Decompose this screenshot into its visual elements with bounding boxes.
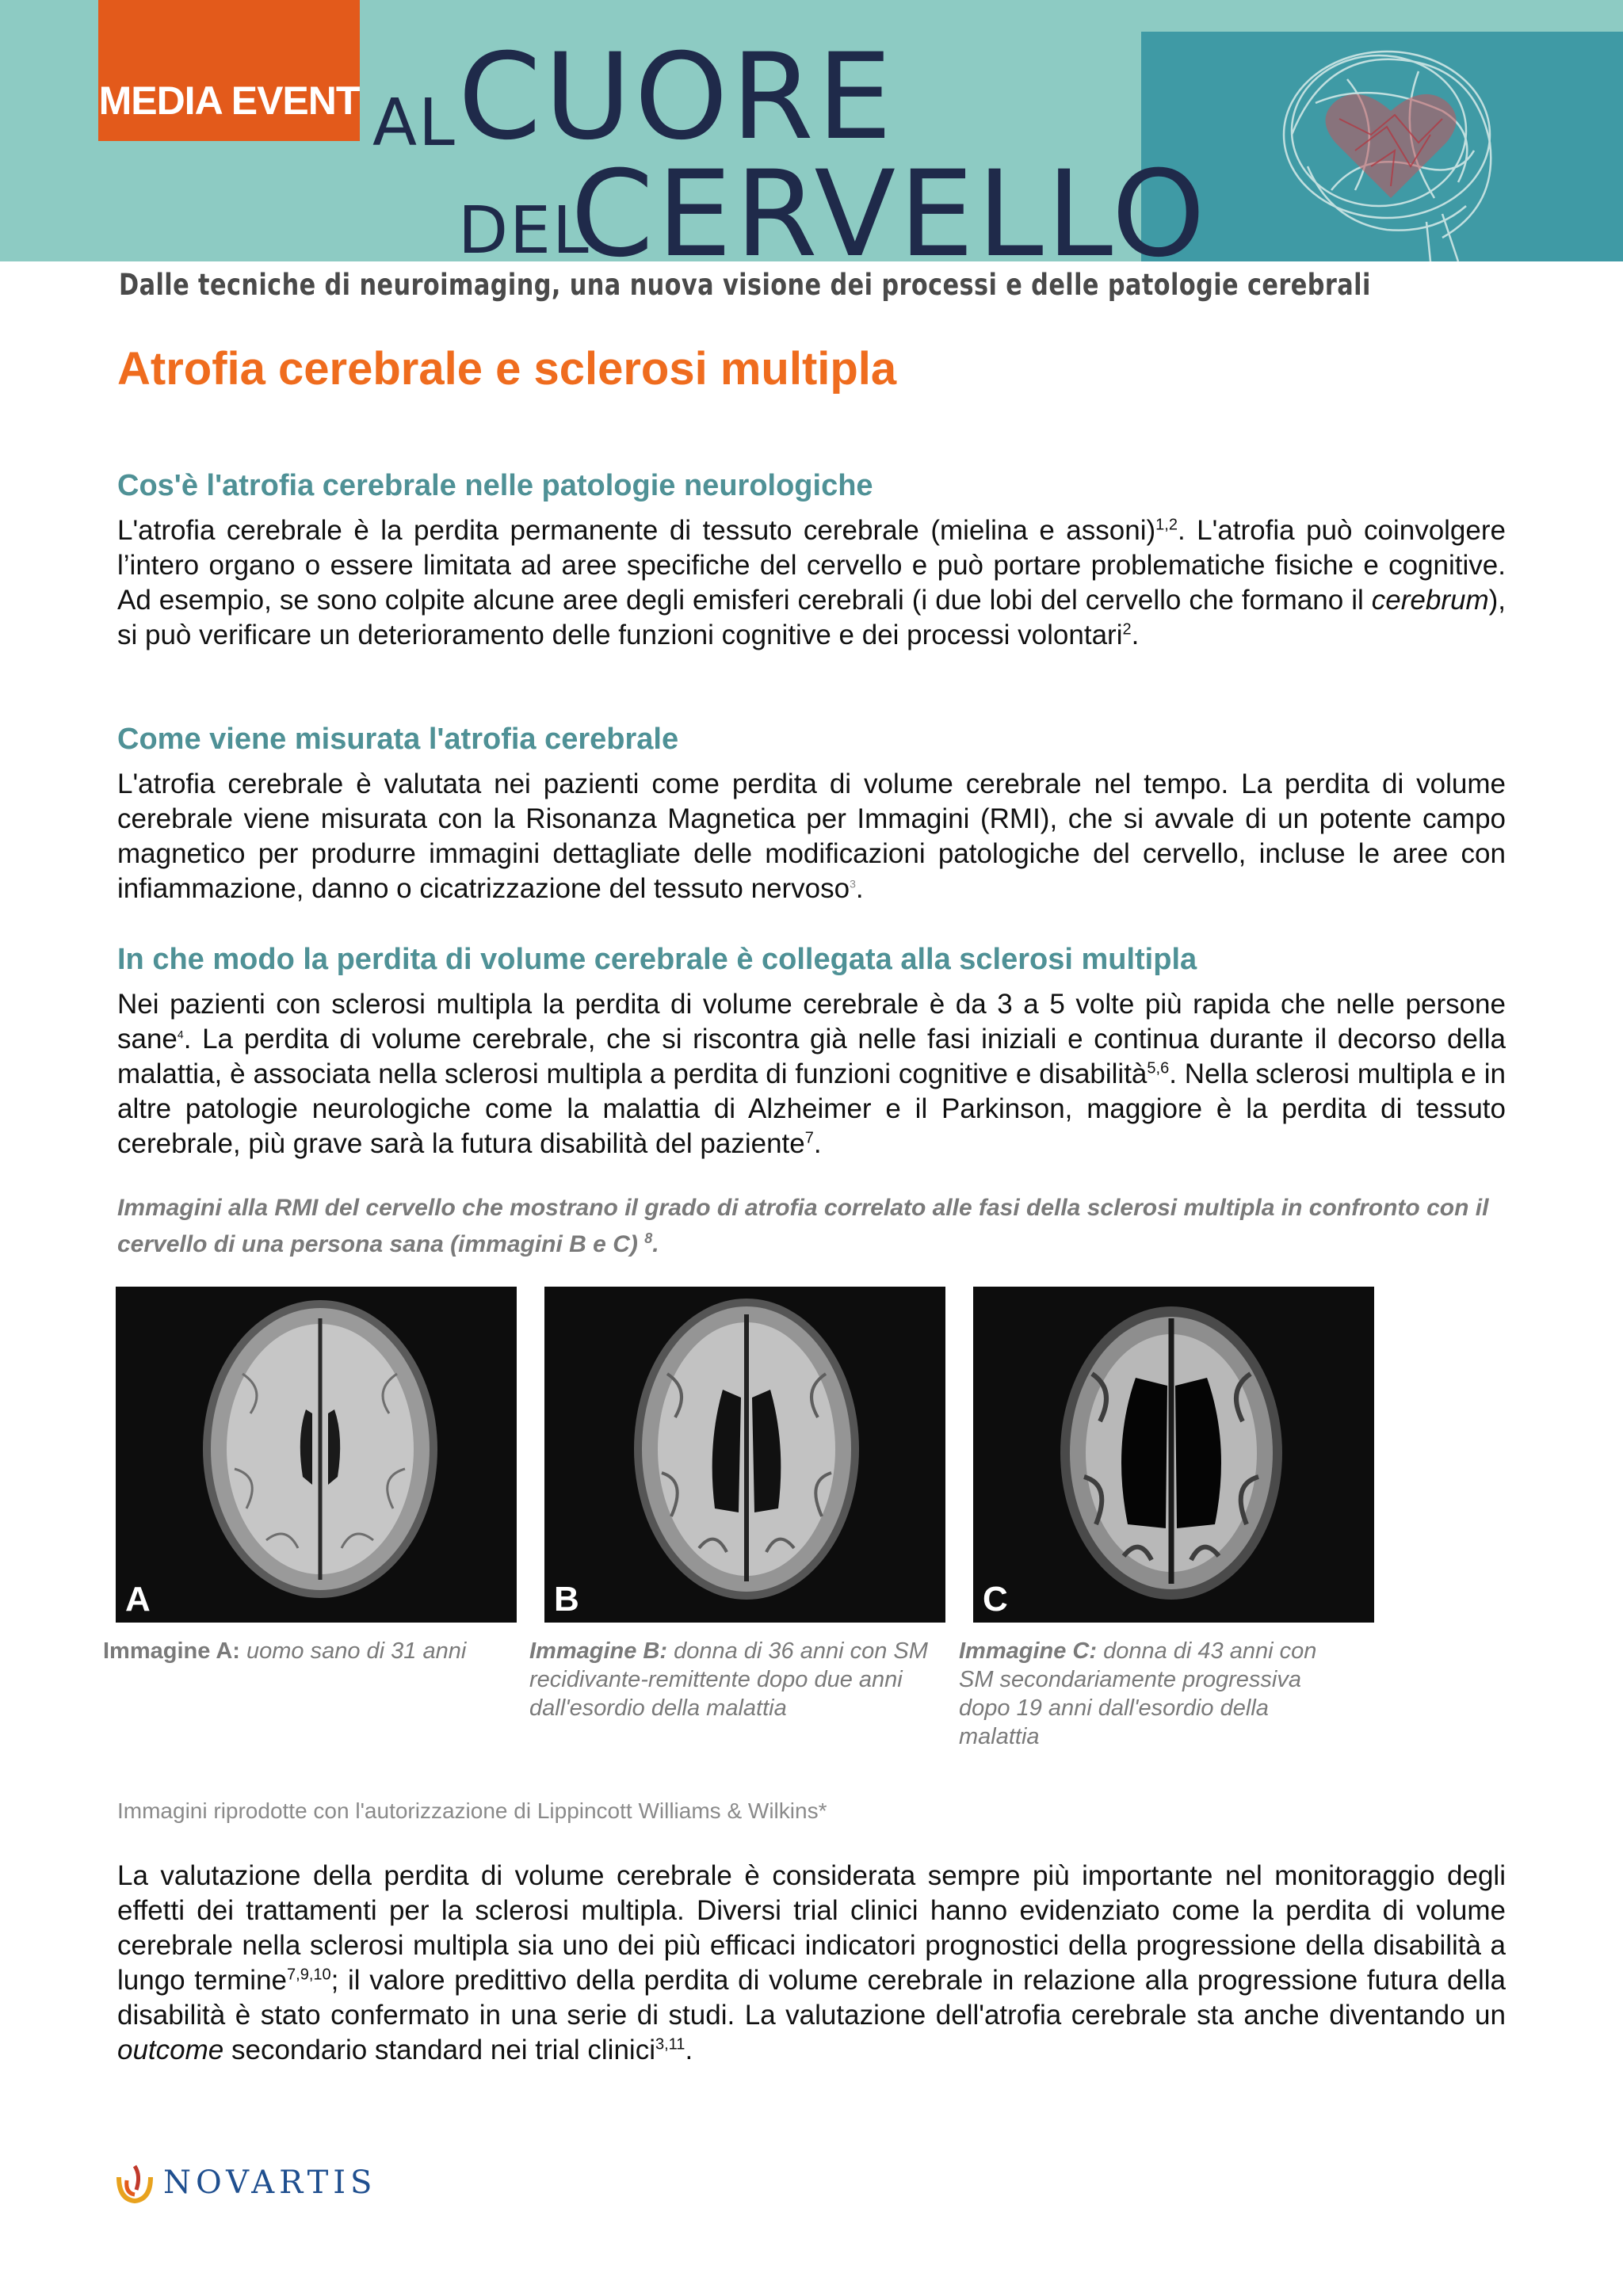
caption-label: Immagine A: [103,1638,240,1664]
text-run: . [855,873,864,904]
image-caption-c [959,1637,1355,1751]
footnote-ref: 5,6 [1147,1059,1170,1077]
header-banner [0,0,1623,261]
brain-scan-c [973,1287,1374,1623]
header-title-cuore: CUORE [458,29,896,166]
mri-image-b [544,1287,945,1623]
footnote-ref: 7 [804,1129,814,1147]
media-event-badge: MEDIA EVENT [98,0,360,141]
footnote-ref: 1,2 [1155,516,1178,534]
novartis-logo-text: NOVARTIS [163,2164,377,2201]
footnote-ref: 2 [1122,620,1132,639]
figure-caption [117,1193,1506,1260]
text-run: Nei pazienti con sclerosi multipla la perdita di volume cerebrale è da 3 a 5 volte più rapida che nelle persone sane [117,989,1506,1055]
brain-scan-a [116,1287,517,1623]
caption-label: Immagine B: [529,1638,668,1664]
brain-scan-b [544,1287,945,1623]
text-emphasis: cerebrum [1371,585,1489,616]
header-title-al: AL [372,86,456,161]
footnote-ref: 3,11 [655,2035,685,2054]
text-run: secondario standard nei trial clinici [223,2035,655,2065]
image-credit: Immagini riprodotte con l'autorizzazione di Lippincott Williams & Wilkins* [117,1798,827,1823]
footnote-ref: 4 [177,1028,184,1041]
section-heading-1: Cos'è l'atrofia cerebrale nelle patologie neurologiche [117,469,873,502]
text-run: . La perdita di volume cerebrale, che si riscontra già nelle fasi iniziali e continua durante il decorso della malattia, è associata nella sclerosi multipla a perdita di funzioni cognitive e disabilità [117,1024,1506,1089]
text-run: La valutazione della perdita di volume cerebrale è considerata sempre più importante nel monitoraggio degli effetti dei trattamenti per la sclerosi multipla. Diversi trial clinici hanno evidenziato come la perdita di volume cerebrale nella sclerosi multipla sia uno dei più efficaci indicatori prognostici della progressione della disabilità a lungo termine [117,1860,1506,1996]
page-title: Atrofia cerebrale e sclerosi multipla [117,343,897,395]
footnote-ref: 3 [850,877,856,891]
section-paragraph-2 [117,767,1506,906]
text-run: . [813,1128,822,1159]
section-paragraph-4 [117,1859,1506,2068]
text-run: . [1131,620,1140,650]
image-letter: A [125,1580,151,1619]
caption-desc: donna di 36 anni con SM recidivante-remittente dopo due anni dall'esordio della malattia [529,1638,928,1721]
header-title-del: DEL [458,193,590,261]
text-emphasis: outcome [117,2035,224,2065]
caption-label: Immagine C: [959,1638,1098,1664]
mri-image-a [116,1287,517,1623]
header-title-cervello: CERVELLO [571,146,1209,261]
caption-desc: donna di 43 anni con SM secondariamente progressiva dopo 19 anni dall'esordio della malattia [959,1638,1317,1749]
text-run: ), si può verificare un deterioramento delle funzioni cognitive e dei processi volontari [117,585,1506,650]
section-heading-3: In che modo la perdita di volume cerebrale è collegata alla sclerosi multipla [117,943,1197,976]
section-paragraph-3 [117,987,1506,1161]
image-caption-a [103,1637,499,1665]
text-run: . Nella sclerosi multipla e in altre patologie neurologiche come la malattia di Alzheimer e il Parkinson, maggiore è la perdita di tessuto cerebrale, più grave sarà la futura disabilità del paziente [117,1058,1506,1159]
footnote-ref: 8 [644,1230,653,1246]
brain-heart-illustration [1260,32,1522,261]
image-letter: B [554,1580,579,1619]
footnote-ref: 7,9,10 [287,1966,331,1984]
image-letter: C [983,1580,1008,1619]
text-run: ; il valore predittivo della perdita di volume cerebrale in relazione alla progressione futura della disabilità è stato confermato in una serie di studi. La valutazione dell'atrofia cerebrale sta anche diventando un [117,1965,1506,2031]
caption-text-end: . [652,1231,659,1257]
mri-image-c [973,1287,1374,1623]
text-run: . [685,2035,693,2065]
novartis-logo-icon [113,2161,157,2206]
text-run: L'atrofia cerebrale è la perdita permanente di tessuto cerebrale (mielina e assoni) [117,515,1156,546]
text-run: . L'atrofia può coinvolgere l’intero organo o essere limitata ad aree specifiche del cervello e può portare problematiche fisiche e cognitive. Ad esempio, se sono colpite alcune aree degli emisferi cerebrali (i due lobi del cervello che formano il [117,515,1506,616]
image-caption-b [529,1637,934,1722]
caption-desc: uomo sano di 31 anni [239,1638,467,1664]
text-run: L'atrofia cerebrale è valutata nei pazienti come perdita di volume cerebrale nel tempo. La perdita di volume cerebrale viene misurata con la Risonanza Magnetica per Immagini (RMI), che si avvale di un potente campo magnetico per produrre immagini dettagliate delle modificazioni patologiche del cervello, incluse le aree con infiammazione, danno o cicatrizzazione del tessuto nervoso [117,769,1506,904]
header-subtitle: Dalle tecniche di neuroimaging, una nuova visione dei processi e delle patologie cerebrali [119,268,1371,302]
section-heading-2: Come viene misurata l'atrofia cerebrale [117,723,679,756]
section-paragraph-1 [117,513,1506,653]
caption-text: Immagini alla RMI del cervello che mostrano il grado di atrofia correlato alle fasi della sclerosi multipla in confronto con il cervello di una persona sana (immagini B e C) [117,1195,1489,1257]
